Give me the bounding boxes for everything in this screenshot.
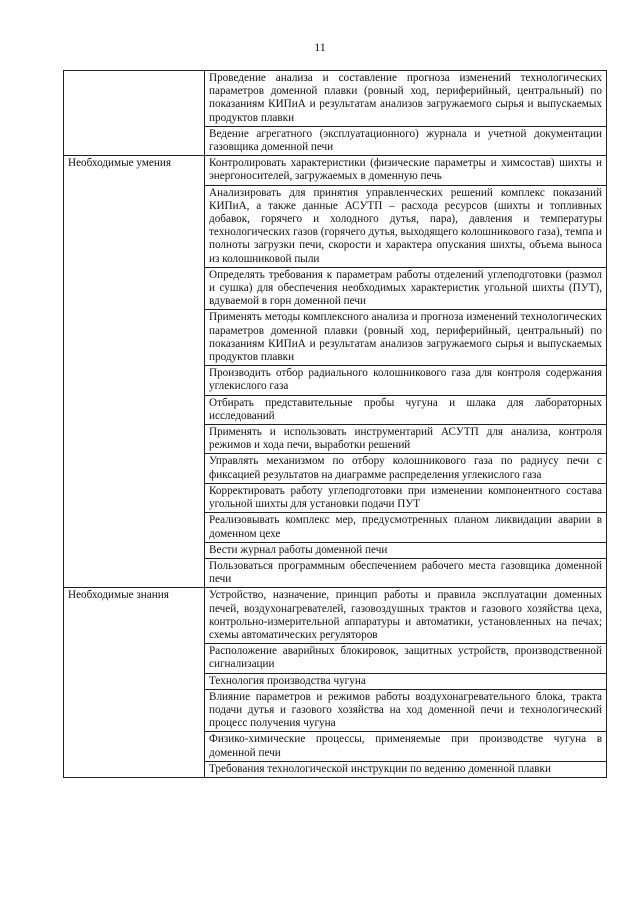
page-number: 11	[314, 40, 326, 54]
table-cell: Технология производства чугуна	[205, 673, 607, 689]
table-cell: Отбирать представительные пробы чугуна и шлака для лабораторных исследований	[205, 395, 607, 424]
table-cell: Корректировать работу углеподготовки при изменении компонентного состава угольной шихты для установки подачи ПУТ	[205, 483, 607, 512]
table-cell: Требования технологической инструкции по ведению доменной плавки	[205, 761, 607, 777]
requirements-table	[63, 70, 607, 778]
section-label	[64, 71, 205, 156]
table-cell: Реализовывать комплекс мер, предусмотренных планом ликвидации аварии в доменном цехе	[205, 513, 607, 542]
table-cell: Вести журнал работы доменной печи	[205, 542, 607, 558]
table-cell: Применять и использовать инструментарий АСУТП для анализа, контроля режимов и хода печи, выработки решений	[205, 425, 607, 454]
section-label-skills: Необходимые умения	[64, 156, 205, 588]
table-cell: Проведение анализа и составление прогноза изменений технологических параметров доменной плавки (ровный ход, периферийный, центральный) по показаниям КИПиА и результатам анализов загружаемого сырья и выпускаемых продуктов плавки	[205, 71, 607, 127]
section-label-knowledge: Необходимые знания	[64, 588, 205, 778]
table-cell: Устройство, назначение, принцип работы и правила эксплуатации доменных печей, воздухонагревателей, газовоздушных трактов и газового хозяйства цеха, контрольно-измерительной аппаратуры и автоматики, установленных на печах; схемы автоматических регуляторов	[205, 588, 607, 644]
table-cell: Анализировать для принятия управленческих решений комплекс показаний КИПиА, а также данные АСУТП – расхода ресурсов (шихты и топливных добавок, горячего и холодного дутья, пара), давления и температуры технологических газов (горячего дутья, выходящего колошникового газа), темпа и полноты загрузки печи, скорости и характера опускания шихты, объема выноса из колошниковой пыли	[205, 185, 607, 267]
table-cell: Физико-химические процессы, применяемые при производстве чугуна в доменной печи	[205, 732, 607, 761]
table-cell: Пользоваться программным обеспечением рабочего места газовщика доменной печи	[205, 558, 607, 587]
table-cell: Применять методы комплексного анализа и прогноза изменений технологических параметров доменной плавки (ровный ход, периферийный, центральный) по показаниям КИПиА и результатам анализов загружаемого сырья и выпускаемых продуктов плавки	[205, 310, 607, 366]
table-cell: Управлять механизмом по отбору колошникового газа по радиусу печи с фиксацией результатов на диаграмме распределения углекислого газа	[205, 454, 607, 483]
table-cell: Расположение аварийных блокировок, защитных устройств, производственной сигнализации	[205, 644, 607, 673]
table-row	[64, 71, 607, 127]
table-row	[64, 588, 607, 644]
table-cell: Определять требования к параметрам работы отделений углеподготовки (размол и сушка) для обеспечения необходимых характеристик угольной шихты (ПУТ), вдуваемой в горн доменной печи	[205, 267, 607, 310]
table-cell: Контролировать характеристики (физические параметры и химсостав) шихты и энергоносителей, загружаемых в доменную печь	[205, 156, 607, 185]
table-cell: Влияние параметров и режимов работы воздухонагревательного блока, тракта подачи дутья и газового хозяйства на ход доменной печи и технологический процесс получения чугуна	[205, 689, 607, 732]
table-cell: Ведение агрегатного (эксплуатационного) журнала и учетной документации газовщика доменной печи	[205, 126, 607, 155]
table-cell: Производить отбор радиального колошникового газа для контроля содержания углекислого газа	[205, 366, 607, 395]
table-row	[64, 156, 607, 185]
